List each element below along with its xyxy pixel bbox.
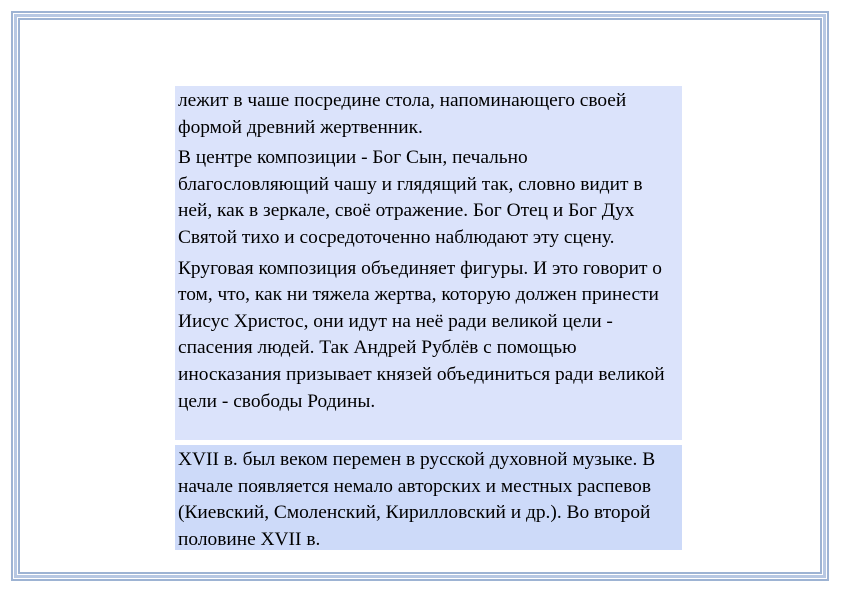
text-block-1 [175, 86, 682, 440]
text-block-2 [175, 445, 682, 550]
paragraph: Круговая композиция объединяет фигуры. И это говорит о том, что, как ни тяжела жертва, которую должен принести Иисус Христос, они идут на неё ради великой цели - спасения людей. Так Андрей Рублёв с помощью иносказания призывает князей объединиться ради великой цели - свободы Родины. [178, 257, 665, 412]
paragraph: лежит в чаше посредине стола, напоминающего своей формой древний жертвенник. [178, 90, 627, 138]
paragraph: XVII в. был веком перемен в русской духовной музыке. В начале появляется немало авторских и местных распевов (Киевский, Смоленский, Кирилловский и др.). Во второй половине XVII в. [178, 449, 656, 550]
paragraph: В центре композиции - Бог Сын, печально благословляющий чашу и глядящий так, словно видит в ней, как в зеркале, своё отражение. Бог Отец и Бог Дух Святой тихо и сосредоточенно наблюдают эту сцену. [178, 147, 643, 248]
